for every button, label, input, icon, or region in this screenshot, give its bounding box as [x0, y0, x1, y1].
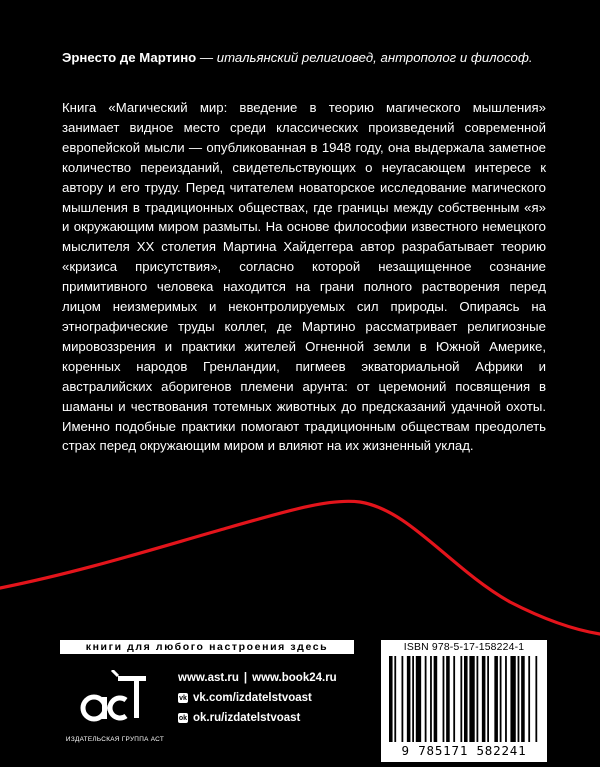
- barcode-bar: [477, 656, 479, 742]
- author-name: Эрнесто де Мартино: [62, 50, 197, 65]
- barcode-bar: [464, 656, 468, 742]
- social-row-ok[interactable]: [178, 708, 337, 728]
- barcode-bar: [425, 656, 427, 742]
- barcode-bar: [500, 656, 502, 742]
- barcode-bar: [430, 656, 432, 742]
- barcode-bar: [416, 656, 421, 742]
- ok-icon: ok: [178, 714, 188, 722]
- barcode-bar: [407, 656, 411, 742]
- isbn-number: ISBN 978-5-17-158224-1: [403, 642, 525, 653]
- publisher-links: [178, 668, 337, 728]
- ast-logo-icon: [78, 670, 148, 730]
- barcode-bar: [535, 656, 537, 742]
- website-separator: |: [243, 671, 248, 684]
- website-link-book24[interactable]: www.book24.ru: [252, 671, 337, 684]
- barcode-bar: [510, 656, 515, 742]
- tagline-banner: книги для любого настроения здесь: [60, 640, 354, 654]
- barcode-bar: [412, 656, 414, 742]
- publisher-label: ИЗДАТЕЛЬСКАЯ ГРУППА АСТ: [65, 736, 165, 743]
- isbn-barcode-box: [381, 640, 547, 762]
- website-link-ast[interactable]: www.ast.ru: [178, 671, 239, 684]
- barcode-bar: [434, 656, 438, 742]
- website-row: [178, 668, 337, 688]
- vk-icon: vk: [179, 694, 187, 702]
- barcode-icon: [387, 656, 541, 742]
- barcode-bar: [460, 656, 462, 742]
- social-row-vk[interactable]: [178, 688, 337, 708]
- barcode-bar: [494, 656, 498, 742]
- barcode-bar: [487, 656, 489, 742]
- barcode-bar: [443, 656, 445, 742]
- author-description: итальянский религиовед, антрополог и философ.: [216, 50, 533, 65]
- footer: [0, 640, 600, 767]
- ok-link[interactable]: ok.ru/izdatelstvoast: [193, 711, 301, 724]
- barcode-bar: [446, 656, 450, 742]
- book-description: Книга «Магический мир: введение в теорию магического мышления» занимает видное место среди классических произведений современной европейской мысли — опубликованная в 1948 году, она выдержала заметное количество переизданий, свидетельствующих о неугасающем интересе к автору и его труду. Перед читателем новаторское исследование магического мышления в традиционных обществах, где границы между собственным «я» и окружающим миром размыты. На основе философии известного немецкого мыслителя XX столетия Мартина Хайдеггера автор разрабатывает теорию «кризиса присутствия», согласно которой незащищенное сознание примитивного человека находится на грани полного растворения перед лицом неизмеримых и неконтролируемых сил природы. Опираясь на этнографические труды коллег, де Мартино рассматривает религиозные мировоззрения и практики жителей Огненной земли в Южной Америке, коренных народов Гренландии, пигмеев экваториальной Африки и австралийских аборигенов племени арунта: от церемоний посвящения в шаманы и чествования тотемных животных до предсказаний удачной охоты. Именно подобные практики помогают традиционным обществам преодолеть страх перед окружающим миром и влияют на их жизненный уклад.: [62, 100, 546, 454]
- barcode-digits: 9 785171 582241: [401, 743, 527, 758]
- barcode-bar: [389, 656, 393, 742]
- red-wave-curve: [0, 480, 600, 640]
- barcode-bar: [505, 656, 507, 742]
- author-line: [62, 48, 562, 67]
- vk-link[interactable]: vk.com/izdatelstvoast: [193, 691, 312, 704]
- barcode-bar: [518, 656, 520, 742]
- barcode-bar: [453, 656, 455, 742]
- publisher-logo-block: [60, 670, 168, 760]
- barcode-bar: [469, 656, 474, 742]
- barcode-bar: [402, 656, 404, 742]
- author-dash: —: [196, 50, 217, 65]
- barcode-bar: [482, 656, 486, 742]
- barcode-bar: [521, 656, 525, 742]
- barcode-bar: [528, 656, 530, 742]
- barcode-bar: [394, 656, 396, 742]
